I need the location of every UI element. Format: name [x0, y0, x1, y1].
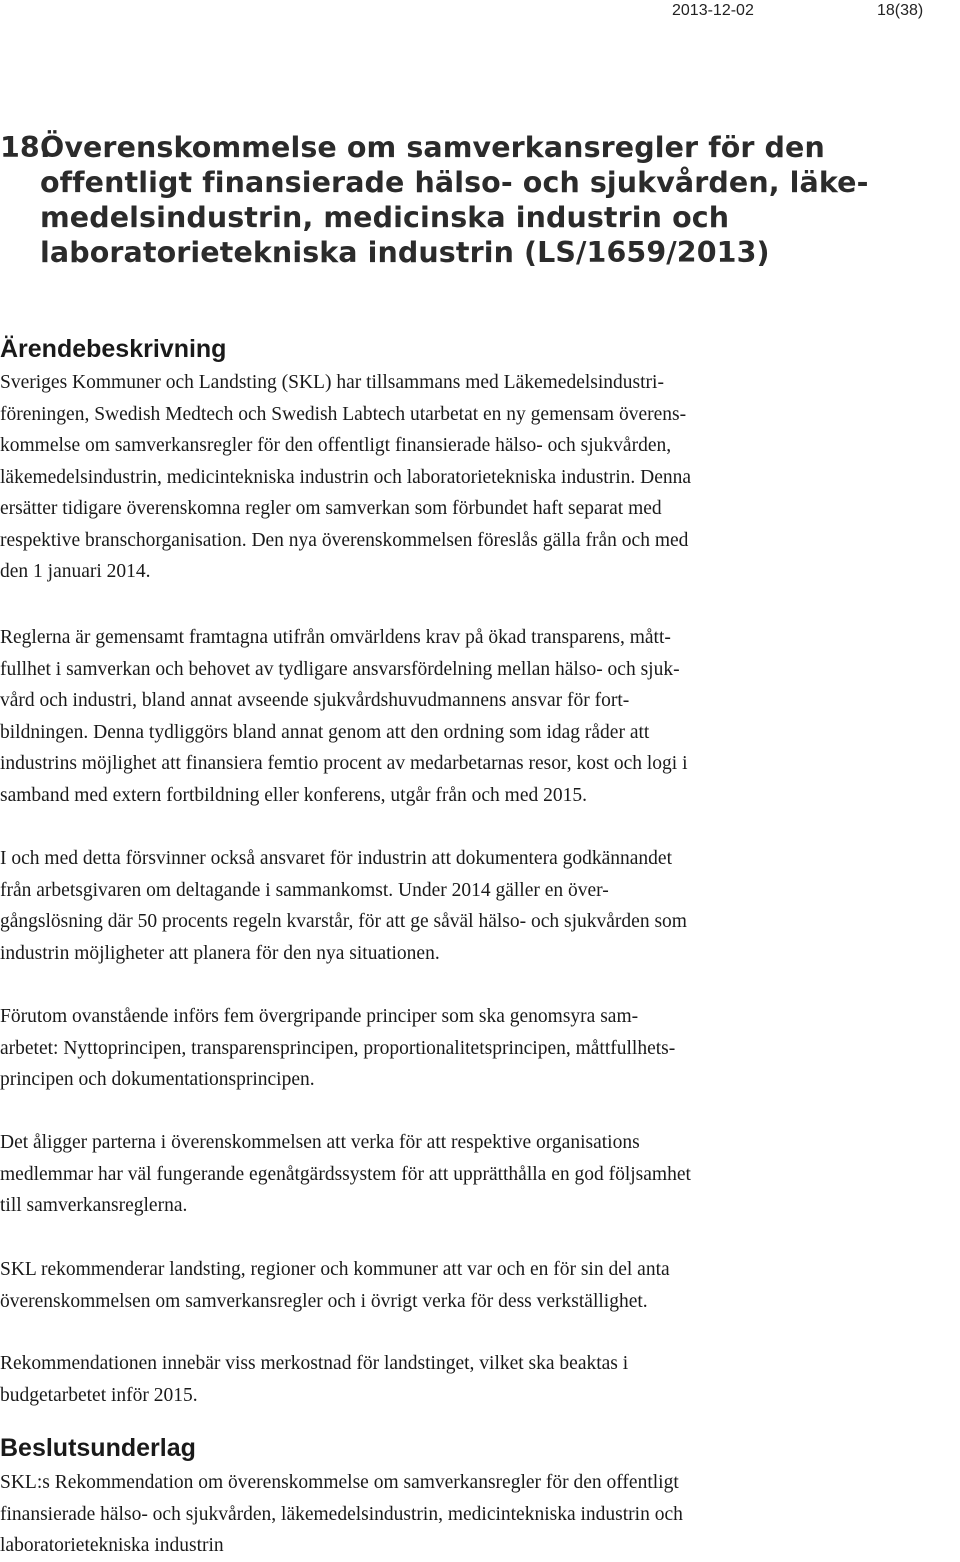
paragraph: Det åligger parterna i överenskommelsen att verka för att respektive organisations medlemmar har väl fungerande egenåtgärdssystem för att upprätthålla en god följsamhet till samverkansreglerna. — [0, 1132, 691, 1216]
title-line: medelsindustrin, medicinska industrin och — [40, 201, 730, 234]
title-line: 18.Överenskommelse om samverkansregler för den — [0, 131, 825, 164]
title-line: laboratorietekniska industrin (LS/1659/2013) — [40, 236, 770, 269]
section-heading-arendebeskrivning: Ärendebeskrivning — [0, 335, 227, 363]
paragraph: Reglerna är gemensamt framtagna utifrån omvärldens krav på ökad transparens, mått- fullhet i samverkan och behovet av tydligare ansvarsfördelning mellan hälso- och sjuk- vård och industri, bland annat avseende sjukvårdshuvudmannens ansvar för fort- bildningen. Denna tydliggörs bland annat genom att den ordning som idag råder att industrins möjlighet att finansiera femtio procent av medarbetarnas resor, kost och logi i samband med extern fortbildning eller konferens, utgår från och med 2015. — [0, 627, 688, 806]
paragraph: Sveriges Kommuner och Landsting (SKL) har tillsammans med Läkemedelsindustri- föreningen, Swedish Medtech och Swedish Labtech utarbetat en ny gemensam överens- kommelse om samverkansregler för den offentligt finansierade hälso- och sjukvården, läkemedelsindustrin, medicintekniska industrin och laboratorietekniska industrin. Denna ersätter tidigare överenskomna regler om samverkan som förbundet haft separat med respektive branschorganisation. Den nya överenskommelsen föreslås gälla från och med den 1 januari 2014. — [0, 372, 692, 582]
header-date: 2013-12-02 — [672, 2, 754, 19]
paragraph: Rekommendationen innebär viss merkostnad för landstinget, vilket ska beaktas i budgetarbetet inför 2015. — [0, 1353, 629, 1406]
paragraph: I och med detta försvinner också ansvaret för industrin att dokumentera godkännandet från arbetsgivaren om deltagande i sammankomst. Under 2014 gäller en över- gångslösning där 50 procents regeln kvarstår, för att ge såväl hälso- och sjukvården som industrin möjligheter att planera för den nya situationen. — [0, 848, 687, 964]
item-number: 18. — [0, 131, 51, 164]
title-line: offentligt finansierade hälso- och sjukvården, läke- — [40, 166, 869, 199]
page-number: 18(38) — [877, 2, 924, 19]
document-title — [0, 130, 960, 270]
paragraph: SKL rekommenderar landsting, regioner och kommuner att var och en för sin del anta överenskommelsen om samverkansregler och i övrigt verka för dess verkställighet. — [0, 1259, 670, 1312]
section-heading-beslutsunderlag: Beslutsunderlag — [0, 1434, 196, 1462]
paragraph: Förutom ovanstående införs fem övergripande principer som ska genomsyra sam- arbetet: Nyttoprincipen, transparensprincipen, proportionalitetsprincipen, måttfullhets- principen och dokumentationsprincipen. — [0, 1006, 676, 1090]
paragraph: SKL:s Rekommendation om överenskommelse om samverkansregler för den offentligt finansierade hälso- och sjukvården, läkemedelsindustrin, medicintekniska industrin och laboratorietekniska industrin — [0, 1472, 683, 1556]
